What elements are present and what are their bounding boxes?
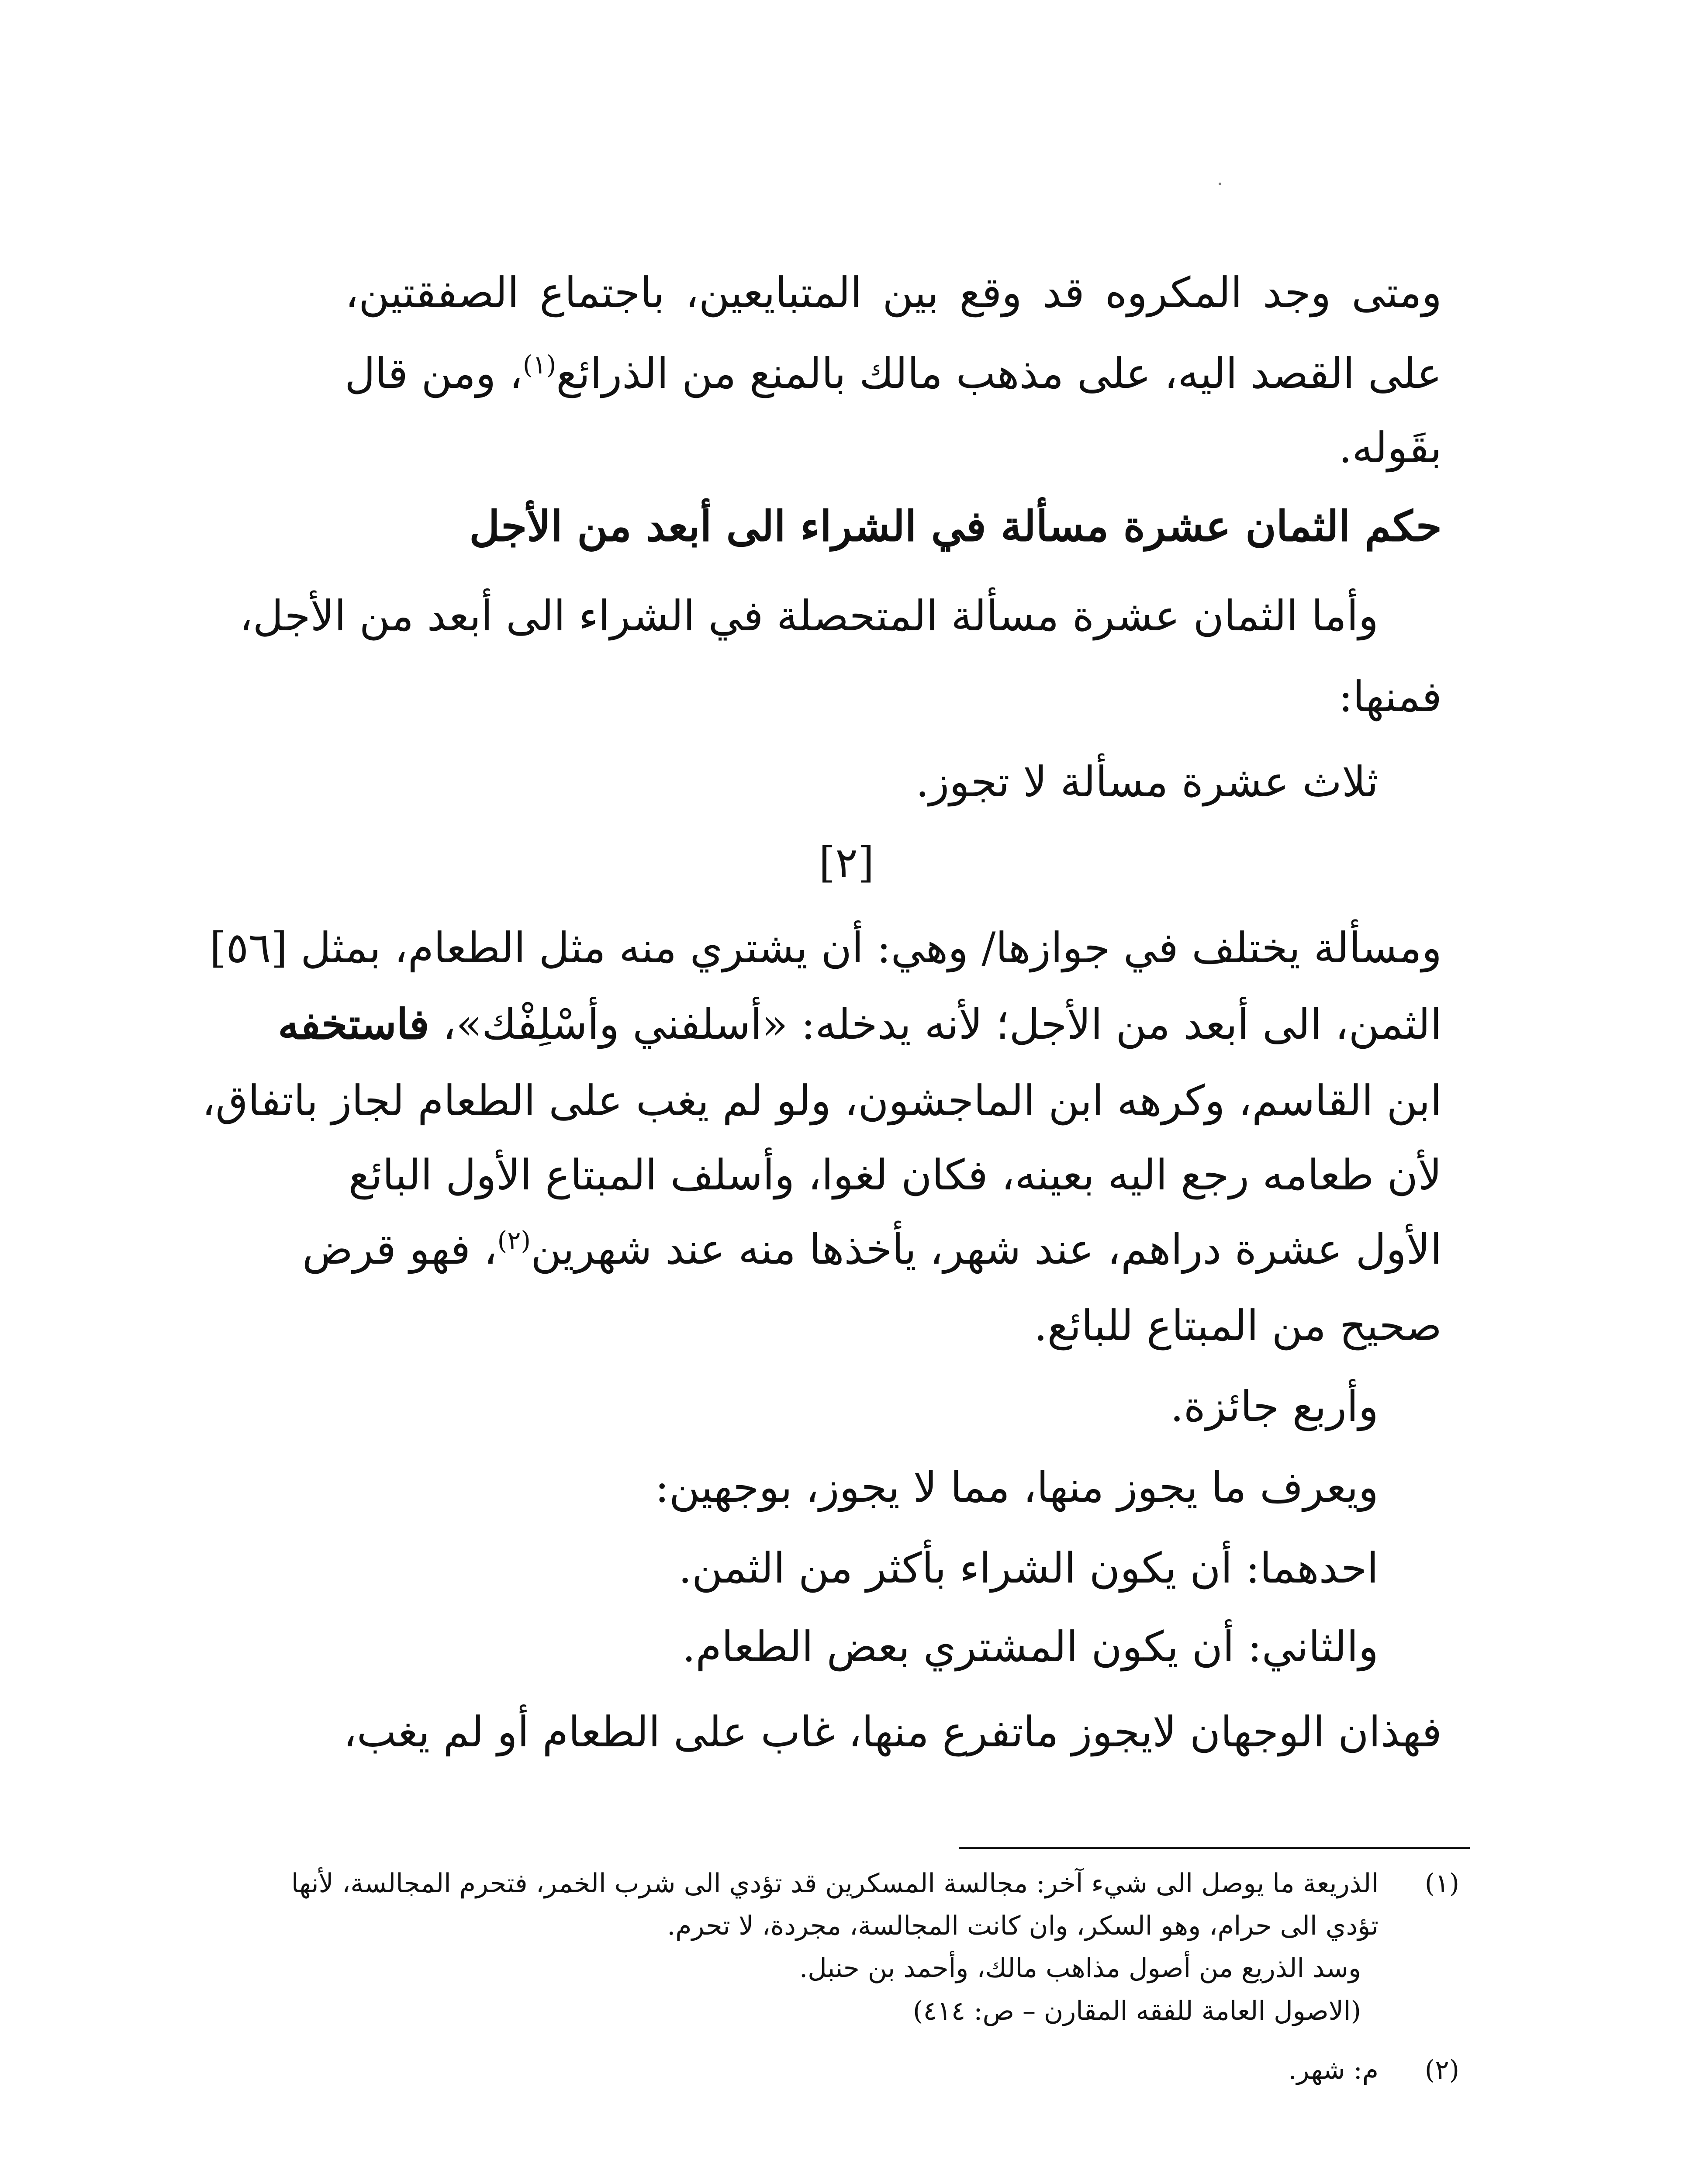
- paragraph-line-14: ويعرف ما يجوز منها، مما لا يجوز، بوجهين:: [655, 1463, 1379, 1512]
- speck-mark: [1219, 183, 1221, 185]
- section-heading: حكم الثمان عشرة مسألة في الشراء الى أبعد من الأجل: [469, 501, 1442, 551]
- paragraph-line-3: بقَوله.: [1338, 423, 1442, 472]
- footnote-line-3: وسد الذريع من أصول مذاهب مالك، وأحمد بن حنبل.: [799, 1953, 1361, 1984]
- footnote-divider: [959, 1847, 1470, 1849]
- paragraph-line-16: والثاني: أن يكون المشتري بعض الطعام.: [682, 1622, 1379, 1671]
- footnote-line-1: الذريعة ما يوصل الى شيء آخر: مجالسة المسكرين قد تؤدي الى شرب الخمر، فتحرم المجالسة، لأنها: [291, 1868, 1379, 1899]
- paragraph-line-15: احدهما: أن يكون الشراء بأكثر من الثمن.: [678, 1544, 1379, 1593]
- paragraph-line-17: فهذان الوجهان لايجوز ماتفرع منها، غاب على الطعام أو لم يغب،: [343, 1707, 1442, 1756]
- footnote-line-4: (الاصول العامة للفقه المقارن – ص: ٤١٤): [913, 1996, 1361, 2026]
- footnote-line-2: تؤدي الى حرام، وهو السكر، وان كانت المجالسة، مجردة، لا تحرم.: [667, 1911, 1379, 1941]
- paragraph-line-11: الأول عشرة دراهم، عند شهر، يأخذها منه عند شهرين$^{(٢)}$، فهو قرض: [302, 1225, 1442, 1274]
- footnote-ref-2[interactable]: (٢): [497, 1226, 531, 1255]
- paragraph-line-6: ثلاث عشرة مسألة لا تجوز.: [916, 757, 1379, 806]
- paragraph-line-4: وأما الثمان عشرة مسألة المتحصلة في الشراء الى أبعد من الأجل،: [239, 591, 1379, 640]
- footnote-line-5: م: شهر.: [1288, 2055, 1379, 2085]
- paragraph-line-7: ومسألة يختلف في جوازها/ وهي: أن يشتري منه مثل الطعام، بمثل: [301, 923, 1442, 972]
- footnote-ref-1[interactable]: (١): [522, 350, 556, 380]
- paragraph-line-10: لأن طعامه رجع اليه بعينه، فكان لغوا، وأسلف المبتاع الأول البائع: [348, 1151, 1442, 1199]
- paragraph-line-1: ومتى وجد المكروه قد وقع بين المتبايعين، باجتماع الصفقتين،: [345, 268, 1442, 317]
- paragraph-line-5: فمنها:: [1338, 672, 1442, 721]
- paragraph-line-9: ابن القاسم، وكرهه ابن الماجشون، ولو لم يغب على الطعام لجاز باتفاق،: [202, 1076, 1442, 1125]
- paragraph-line-2: على القصد اليه، على مذهب مالك بالمنع من الذرائع$^{(١)}$، ومن قال: [345, 349, 1442, 398]
- paragraph-line-13: وأربع جائزة.: [1170, 1382, 1379, 1431]
- paragraph-line-12: صحيح من المبتاع للبائع.: [1034, 1301, 1442, 1350]
- section-number: [٢]: [819, 838, 874, 887]
- bold-word: فاستخفه: [278, 999, 429, 1049]
- margin-page-reference: [٥٦]: [210, 923, 288, 972]
- footnote-number-2: (٢): [1424, 2055, 1459, 2085]
- footnote-number-1: (١): [1424, 1868, 1459, 1899]
- paragraph-line-8: الثمن، الى أبعد من الأجل؛ لأنه يدخله: «أسلفني وأسْلِفْك»، فاستخفه: [278, 999, 1442, 1049]
